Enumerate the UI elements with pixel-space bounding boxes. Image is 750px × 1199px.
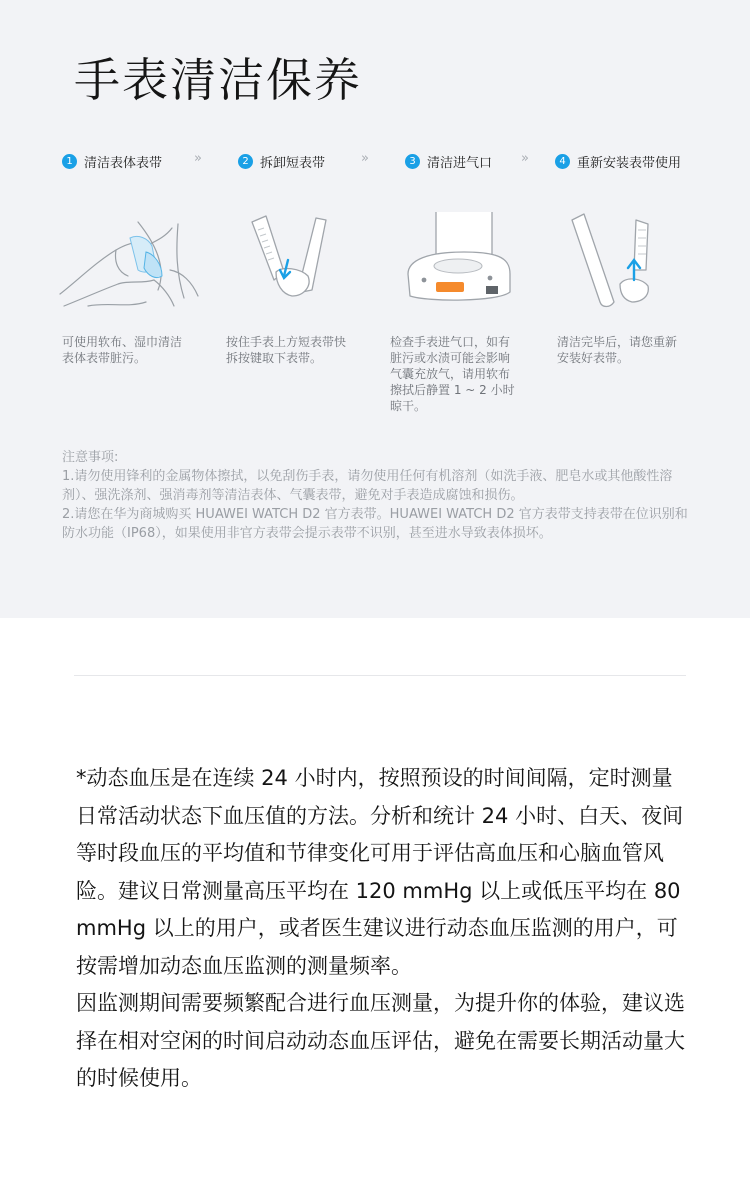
bp-paragraph-1: *动态血压是在连续 24 小时内，按照预设的时间间隔，定时测量日常活动状态下血压值的方法。分析和统计 24 小时、白天、夜间等时段血压的平均值和节律变化可用于评估高血压和心脑血管风险。建议日常测量高压平均在 120 mmHg 以上或低压平均在 80 mmHg 以上的用户，或者医生建议进行动态血压监测的用户，可按需增加动态血压监测的测量频率。 <box>76 766 684 978</box>
section-divider <box>74 675 686 676</box>
step-number-badge: 4 <box>555 154 570 169</box>
note-item-1: 1.请勿使用锋利的金属物体擦拭，以免刮伤手表，请勿使用任何有机溶剂（如洗手液、肥皂水或其他酸性溶剂）、强洗涤剂、强消毒剂等清洁表体、气囊表带，避免对手表造成腐蚀和损伤。 <box>62 469 673 503</box>
step-1-description: 可使用软布、湿巾清洁表体表带脏污。 <box>62 335 183 365</box>
page-title: 手表清洁保养 <box>74 53 362 107</box>
step-3-header <box>405 150 492 172</box>
step-label: 拆卸短表带 <box>260 155 326 171</box>
step-4-description: 清洁完毕后，请您重新安装好表带。 <box>557 335 678 365</box>
strap-removal-illustration <box>226 210 376 322</box>
step-number-badge: 2 <box>238 154 253 169</box>
note-item-2: 2.请您在华为商城购买 HUAWEI WATCH D2 官方表带。HUAWEI WATCH D2 官方表带支持表带在位识别和防水功能（IP68），如果使用非官方表带会提示表带不识别，甚至进水导致表体损坏。 <box>62 507 688 541</box>
step-2-description: 按住手表上方短表带快拆按键取下表带。 <box>226 335 347 365</box>
care-notes <box>62 448 690 543</box>
notes-heading: 注意事项: <box>62 450 119 465</box>
step-label: 清洁表体表带 <box>84 155 163 171</box>
step-1-header <box>62 150 162 172</box>
step-label: 清洁进气口 <box>427 155 493 171</box>
step-label: 重新安装表带使用 <box>577 155 682 171</box>
step-number-badge: 1 <box>62 154 77 169</box>
step-2-header <box>238 150 325 172</box>
chevron-right-icon: » <box>361 151 366 166</box>
air-inlet-illustration <box>398 210 548 322</box>
hand-wiping-watch-illustration <box>58 210 208 322</box>
strap-install-illustration <box>562 210 712 322</box>
step-4-header <box>555 150 681 172</box>
step-3-description: 检查手表进气口，如有脏污或水渍可能会影响气囊充放气，请用软布擦拭后静置 1 ~ 2 小时晾干。 <box>390 335 515 413</box>
chevron-right-icon: » <box>521 151 526 166</box>
bp-paragraph-2: 因监测期间需要频繁配合进行血压测量，为提升你的体验，建议选择在相对空闲的时间启动动态血压评估，避免在需要长期活动量大的时候使用。 <box>76 991 685 1090</box>
chevron-right-icon: » <box>194 151 199 166</box>
step-number-badge: 3 <box>405 154 420 169</box>
bp-explanation <box>76 760 686 1098</box>
